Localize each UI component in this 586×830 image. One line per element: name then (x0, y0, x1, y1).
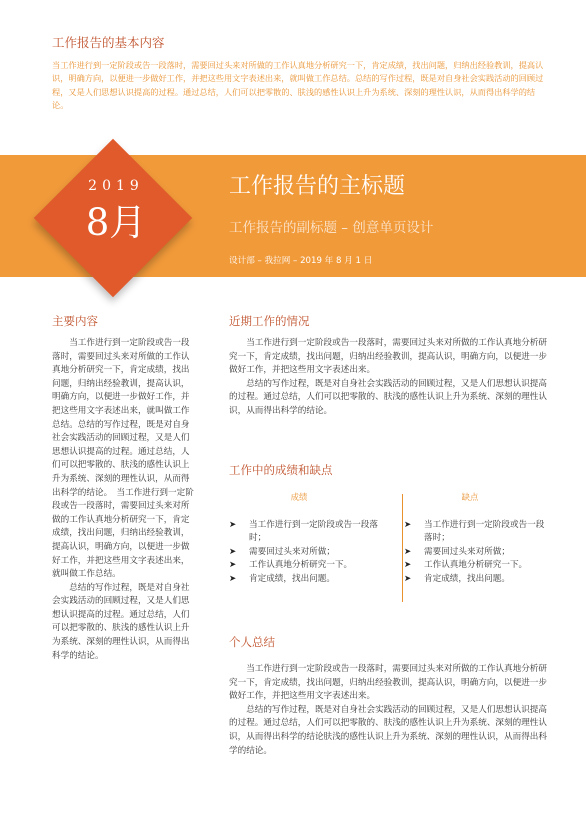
list-item: ➤ 工作认真地分析研究一下。 (225, 559, 395, 572)
recent-work-body (229, 337, 547, 419)
achievements-title: 工作中的成绩和缺点 (229, 463, 333, 477)
achievements-list (225, 519, 395, 586)
shortcomings-column-head: 缺点 (461, 492, 479, 502)
list-item: ➤ 当工作进行到一定阶段或告一段落时； (400, 519, 550, 546)
main-title: 工作报告的主标题 (229, 174, 406, 199)
achievements-column-head: 成绩 (290, 492, 308, 502)
recent-work-title: 近期工作的情况 (229, 314, 310, 328)
list-item: ➤ 当工作进行到一定阶段或告一段落时； (225, 519, 395, 546)
summary-paragraph: 总结的写作过程，既是对自身社会实践活动的回顾过程，又是人们思想认识提高的过程。通过总结，人们可以把零散的、肤浅的感性认识上升为系统、深刻的理性认识，从而得出科学的结论肤浅的感性认识上升为系统、深刻的理性认识，从而得出科学的结论。 (229, 704, 547, 756)
date-year: 2019 (88, 178, 144, 194)
main-content-body (52, 337, 198, 663)
summary-paragraph: 当工作进行到一定阶段或告一段落时，需要回过头来对所做的工作认真地分析研究一下，肯定成绩，找出问题，归纳出经验教训，提高认识，明确方向，以便进一步做好工作，并把这些用文字表述出来。 (229, 664, 547, 702)
date-month: 8月 (85, 201, 147, 244)
list-item: ➤ 肯定成绩，找出问题。 (400, 573, 550, 586)
byline: 设计部 – 我拉网 – 2019 年 8 月 1 日 (229, 256, 373, 266)
list-item: ➤ 需要回过头来对所做； (400, 546, 550, 559)
list-item: ➤ 需要回过头来对所做； (225, 546, 395, 559)
list-item: ➤ 肯定成绩，找出问题。 (225, 573, 395, 586)
shortcomings-list (400, 519, 550, 586)
intro-text: 当工作进行到一定阶段或告一段落时，需要回过头来对所做的工作认真地分析研究一下，肯定成绩，找出问题，归纳出经验教训，提高认识，明确方向，以便进一步做好工作，并把这些用文字表述出来，就叫做工作总结。总结的写作过程，既是对自身社会实践活动的回顾过程，又是人们思想认识提高的过程。通过总结，人们可以把零散的、肤浅的感性认识上升为系统、深刻的理性认识，从而得出科学的结论。 (52, 60, 544, 111)
summary-body (229, 663, 547, 758)
main-content-paragraph: 当工作进行到一定阶段或告一段落时，需要回过头来对所做的工作认真地分析研究一下，肯定成绩，找出问题，归纳出经验教训，提高认识，明确方向，以便进一步做好工作，并把这些用文字表述出来，就叫做工作总结。总结的写作过程，既是对自身社会实践活动的回顾过程，又是人们思想认识提高的过程。通过总结，人们可以把零散的、肤浅的感性认识上升为系统、深刻的理性认识，从而得出科学的结论。 当工作进行到一定阶段或告一段落时，需要回过头来对所做的工作认真地分析研究一下，肯定成绩，找出问题，归纳出经验教训，提高认识，明确方向，以便进一步做好工作，并把这些用文字表述出来，就叫做工作总结。 (52, 338, 194, 580)
sub-title: 工作报告的副标题 – 创意单页设计 (229, 220, 434, 236)
list-item: ➤ 工作认真地分析研究一下。 (400, 559, 550, 572)
recent-work-paragraph: 当工作进行到一定阶段或告一段落时，需要回过头来对所做的工作认真地分析研究一下，肯定成绩，找出问题，归纳出经验教训，提高认识，明确方向，以便进一步做好工作，并把这些用文字表述出来。 (229, 338, 547, 376)
recent-work-paragraph: 总结的写作过程，既是对自身社会实践活动的回顾过程，又是人们思想认识提高的过程。通过总结，人们可以把零散的、肤浅的感性认识上升为系统、深刻的理性认识，从而得出科学的结论。 (229, 378, 547, 416)
intro-title: 工作报告的基本内容 (52, 35, 165, 50)
main-content-paragraph: 总结的写作过程，既是对自身社会实践活动的回顾过程，又是人们思想认识提高的过程。通过总结，人们可以把零散的、肤浅的感性认识上升为系统、深刻的理性认识，从而得出科学的结论。 (52, 582, 190, 661)
summary-title: 个人总结 (229, 635, 275, 649)
main-content-title: 主要内容 (52, 314, 98, 328)
